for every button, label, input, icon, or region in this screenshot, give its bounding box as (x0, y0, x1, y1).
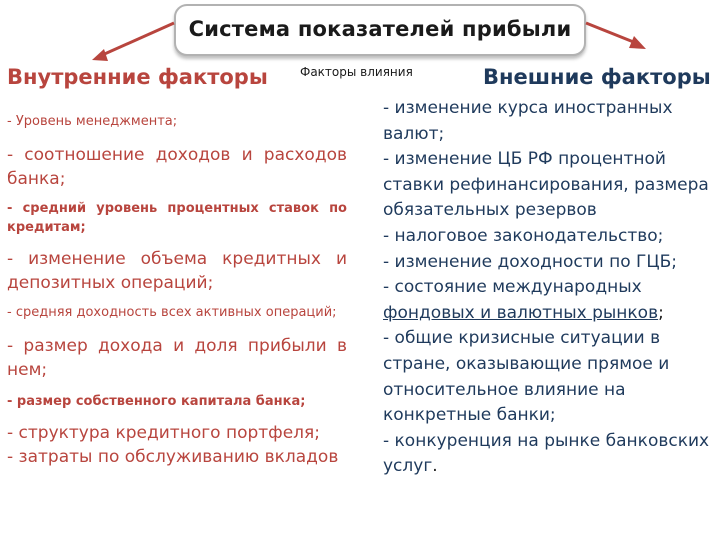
external-factor-item (383, 275, 713, 326)
internal-factor-item: - размер собственного капитала банка; (7, 394, 306, 409)
diagram-title: Система показателей прибыли (188, 17, 572, 41)
external-factor-punct: . (432, 456, 438, 477)
internal-factor-item: - Уровень менеджмента; (7, 114, 178, 129)
external-factor-item: - налоговое законодательство; (383, 225, 664, 246)
internal-factor-item: - размер дохода и доля прибыли в нем; (7, 336, 347, 380)
markets-link-text: фондовых и валютных рынков (383, 302, 659, 323)
internal-factor-item: - затраты по обслуживанию вкладов (7, 447, 339, 467)
external-factor-punct: ; (658, 302, 664, 323)
internal-factors-heading: Внутренние факторы (7, 65, 268, 89)
external-factor-text: - конкуренция на рынке банковских услуг (383, 430, 710, 477)
internal-factor-item: - средний уровень процентных ставок по кредитам; (7, 201, 347, 235)
internal-factors-list (7, 112, 347, 469)
external-factors-list (383, 96, 713, 480)
internal-factor-item: - структура кредитного портфеля; (7, 423, 320, 443)
external-factor-text: - состояние международных (383, 277, 642, 298)
external-factors-heading: Внешние факторы (483, 65, 711, 89)
right-arrow (586, 23, 646, 49)
internal-factor-item: - изменение объема кредитных и депозитных операций; (7, 249, 347, 293)
influence-factors-label: Факторы влияния (300, 65, 413, 79)
external-factor-item: - изменение доходности по ГЦБ; (383, 251, 677, 272)
internal-factor-item: - средняя доходность всех активных операций; (7, 305, 337, 320)
external-factor-item (383, 429, 713, 480)
internal-factor-item: - соотношение доходов и расходов банка; (7, 145, 347, 189)
external-factor-item: - изменение курса иностранных валют; (383, 98, 673, 144)
external-factor-item: - общие кризисные ситуации в стране, оказывающие прямое и относительное влияние на конкретные банки; (383, 328, 670, 426)
external-factor-item: - изменение ЦБ РФ процентной ставки рефинансирования, размера обязательных резервов (383, 149, 709, 221)
left-arrow (92, 23, 174, 61)
